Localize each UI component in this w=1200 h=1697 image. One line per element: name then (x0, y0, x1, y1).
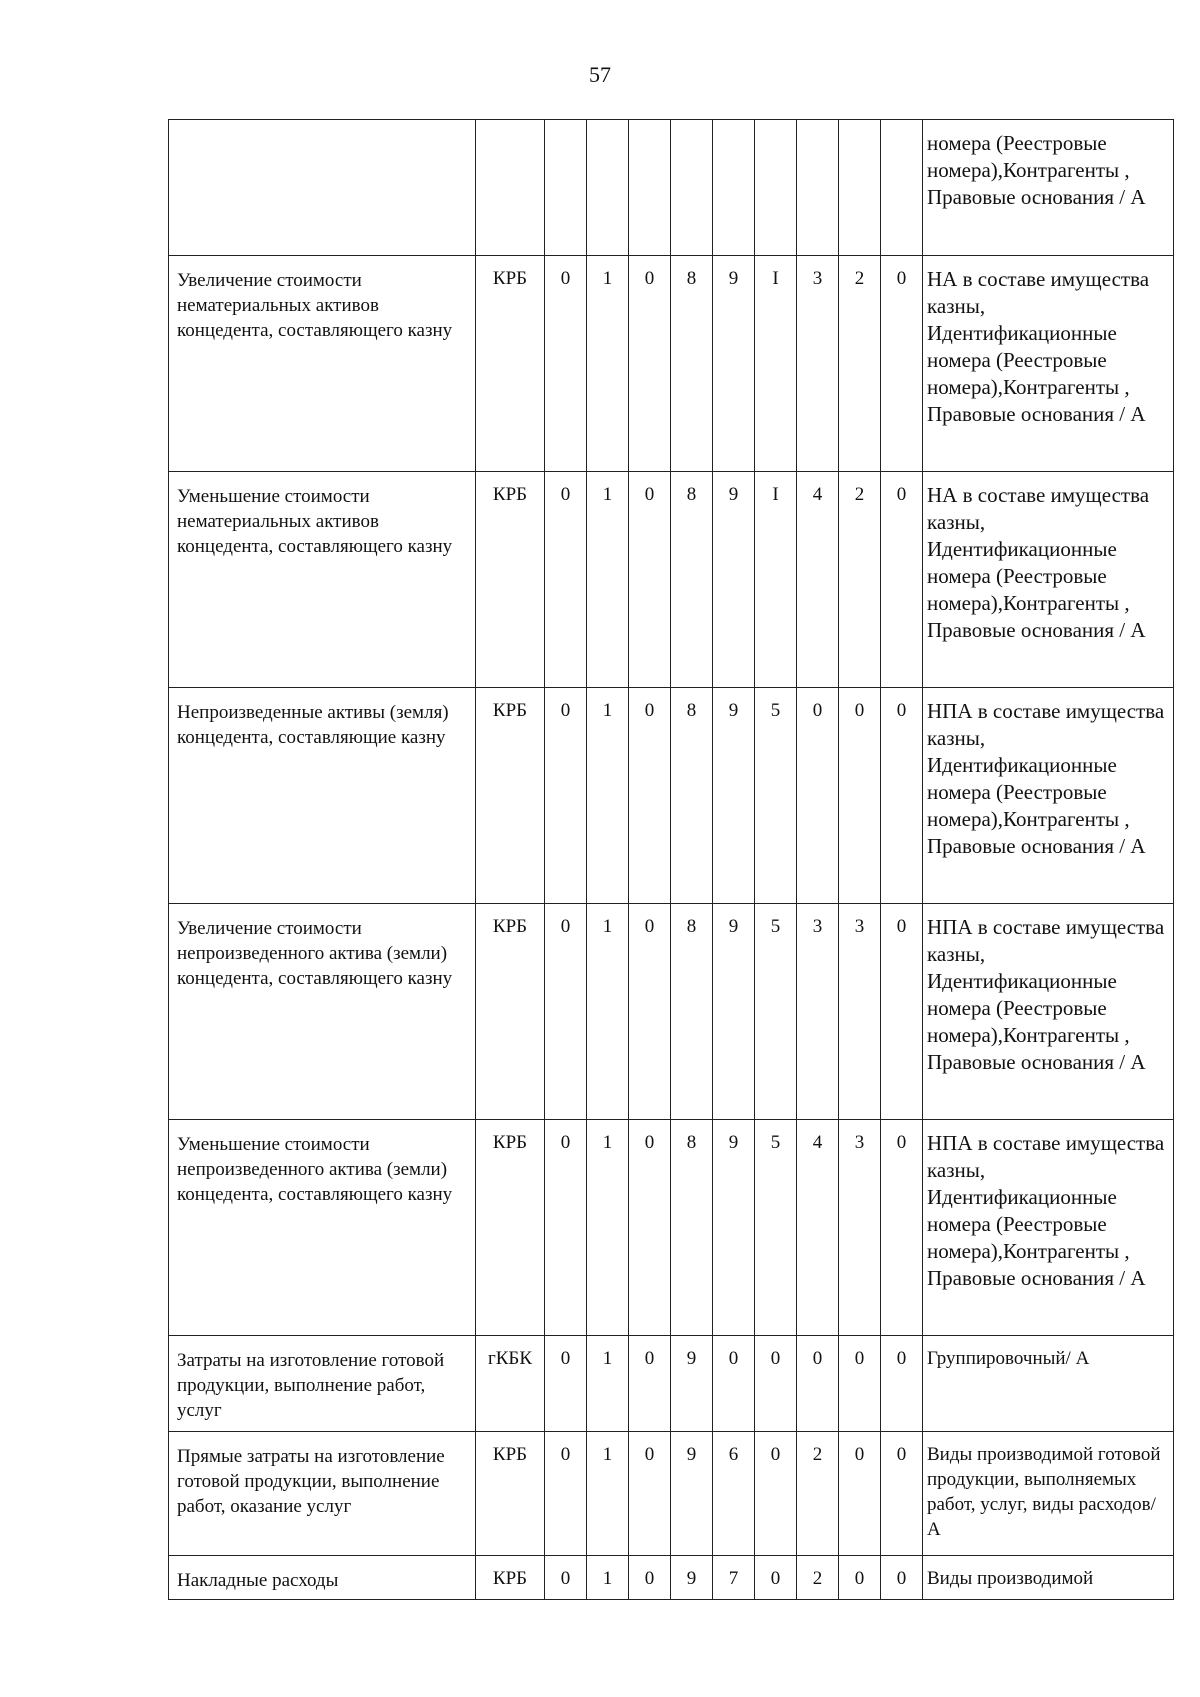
account-digit-cell: 0 (797, 688, 839, 904)
account-digit-cell: 9 (713, 1120, 755, 1336)
table-row (169, 120, 1174, 256)
account-digit-cell: 0 (755, 1336, 797, 1432)
account-digit-cell: 0 (545, 1120, 587, 1336)
analytics-note-cell: номера (Реестровые номера),Контрагенты , Правовые основания / А (923, 120, 1174, 256)
account-digit-cell: 0 (881, 688, 923, 904)
account-digit-cell: 0 (839, 1336, 881, 1432)
account-digit-cell: 0 (881, 1556, 923, 1600)
account-digit-cell: 0 (839, 1432, 881, 1556)
account-digit-cell: 2 (797, 1432, 839, 1556)
account-digit-cell: 8 (671, 256, 713, 472)
account-digit-cell: 5 (755, 688, 797, 904)
account-digit-cell: 0 (881, 1336, 923, 1432)
account-digit-cell: 3 (839, 904, 881, 1120)
account-digit-cell: 1 (587, 1336, 629, 1432)
code-type-cell: КРБ (476, 904, 545, 1120)
account-digit-cell: 1 (587, 472, 629, 688)
account-digit-cell: 8 (671, 1120, 713, 1336)
account-name-cell: Прямые затраты на изготовление готовой продукции, выполнение работ, оказание услуг (169, 1432, 476, 1556)
analytics-note-cell: НА в составе имущества казны, Идентификационные номера (Реестровые номера),Контрагенты , Правовые основания / А (923, 256, 1174, 472)
account-digit-cell: 1 (587, 904, 629, 1120)
account-digit-cell (713, 120, 755, 256)
account-digit-cell (839, 120, 881, 256)
account-digit-cell (671, 120, 713, 256)
account-digit-cell: 0 (881, 256, 923, 472)
account-digit-cell: 2 (839, 472, 881, 688)
account-digit-cell (755, 120, 797, 256)
account-digit-cell: 0 (629, 256, 671, 472)
code-type-cell: гКБК (476, 1336, 545, 1432)
account-name-cell: Уменьшение стоимости непроизведенного актива (земли) концедента, составляющего казну (169, 1120, 476, 1336)
account-name-cell: Затраты на изготовление готовой продукции, выполнение работ, услуг (169, 1336, 476, 1432)
account-digit-cell: 9 (713, 472, 755, 688)
account-digit-cell: 0 (629, 1556, 671, 1600)
account-digit-cell: 0 (545, 1336, 587, 1432)
account-digit-cell: 0 (839, 1556, 881, 1600)
code-type-cell (476, 120, 545, 256)
account-digit-cell: 1 (587, 256, 629, 472)
account-digit-cell: 0 (629, 904, 671, 1120)
account-digit-cell: 9 (713, 688, 755, 904)
account-digit-cell: 4 (797, 1120, 839, 1336)
table-row (169, 1336, 1174, 1432)
code-type-cell: КРБ (476, 1432, 545, 1556)
account-digit-cell: 0 (629, 472, 671, 688)
account-digit-cell: 3 (797, 904, 839, 1120)
analytics-note-cell: НПА в составе имущества казны, Идентификационные номера (Реестровые номера),Контрагенты , Правовые основания / А (923, 904, 1174, 1120)
account-digit-cell: 3 (797, 256, 839, 472)
account-digit-cell: 0 (545, 904, 587, 1120)
code-type-cell: КРБ (476, 1120, 545, 1336)
account-digit-cell: 0 (545, 1556, 587, 1600)
code-type-cell: КРБ (476, 688, 545, 904)
account-digit-cell: 9 (671, 1336, 713, 1432)
table-row (169, 472, 1174, 688)
account-digit-cell: 3 (839, 1120, 881, 1336)
account-digit-cell: 1 (587, 1120, 629, 1336)
account-name-cell: Непроизведенные активы (земля) концедента, составляющие казну (169, 688, 476, 904)
account-digit-cell: I (755, 256, 797, 472)
account-digit-cell: 0 (629, 1336, 671, 1432)
page-number: 57 (589, 62, 611, 87)
account-digit-cell: 0 (713, 1336, 755, 1432)
table-row (169, 688, 1174, 904)
account-digit-cell: 0 (545, 688, 587, 904)
account-digit-cell: 2 (797, 1556, 839, 1600)
account-digit-cell: 1 (587, 1432, 629, 1556)
analytics-note-cell: НА в составе имущества казны, Идентификационные номера (Реестровые номера),Контрагенты , Правовые основания / А (923, 472, 1174, 688)
account-digit-cell: 8 (671, 688, 713, 904)
table-row (169, 256, 1174, 472)
account-digit-cell: 0 (755, 1432, 797, 1556)
account-digit-cell: 0 (545, 472, 587, 688)
account-digit-cell: 7 (713, 1556, 755, 1600)
account-digit-cell: 0 (629, 1120, 671, 1336)
account-name-cell: Увеличение стоимости нематериальных активов концедента, составляющего казну (169, 256, 476, 472)
table-row (169, 1556, 1174, 1600)
account-digit-cell: 0 (545, 256, 587, 472)
account-digit-cell: 5 (755, 1120, 797, 1336)
analytics-note-cell: НПА в составе имущества казны, Идентификационные номера (Реестровые номера),Контрагенты , Правовые основания / А (923, 1120, 1174, 1336)
account-digit-cell: 0 (881, 1432, 923, 1556)
account-name-cell: Накладные расходы (169, 1556, 476, 1600)
account-digit-cell: I (755, 472, 797, 688)
account-digit-cell: 0 (881, 1120, 923, 1336)
account-digit-cell: 8 (671, 904, 713, 1120)
account-name-cell: Уменьшение стоимости нематериальных активов концедента, составляющего казну (169, 472, 476, 688)
account-digit-cell: 8 (671, 472, 713, 688)
account-digit-cell: 0 (629, 1432, 671, 1556)
table-row (169, 1432, 1174, 1556)
account-name-cell (169, 120, 476, 256)
account-digit-cell: 4 (797, 472, 839, 688)
account-digit-cell: 9 (671, 1432, 713, 1556)
account-digit-cell: 9 (713, 904, 755, 1120)
table-row (169, 904, 1174, 1120)
account-digit-cell: 5 (755, 904, 797, 1120)
account-digit-cell (587, 120, 629, 256)
account-digit-cell (797, 120, 839, 256)
account-digit-cell: 0 (755, 1556, 797, 1600)
account-digit-cell: 9 (713, 256, 755, 472)
analytics-note-cell: НПА в составе имущества казны, Идентификационные номера (Реестровые номера),Контрагенты , Правовые основания / А (923, 688, 1174, 904)
account-digit-cell: 1 (587, 688, 629, 904)
account-name-cell: Увеличение стоимости непроизведенного актива (земли) концедента, составляющего казну (169, 904, 476, 1120)
account-digit-cell: 2 (839, 256, 881, 472)
account-digit-cell: 0 (881, 472, 923, 688)
accounts-table (168, 119, 1174, 1600)
code-type-cell: КРБ (476, 1556, 545, 1600)
account-digit-cell: 6 (713, 1432, 755, 1556)
analytics-note-cell: Виды производимой (923, 1556, 1174, 1600)
account-digit-cell: 9 (671, 1556, 713, 1600)
code-type-cell: КРБ (476, 472, 545, 688)
account-digit-cell: 0 (797, 1336, 839, 1432)
account-digit-cell: 0 (839, 688, 881, 904)
account-digit-cell: 0 (629, 688, 671, 904)
analytics-note-cell: Виды производимой готовой продукции, выполняемых работ, услуг, виды расходов/ А (923, 1432, 1174, 1556)
account-digit-cell: 0 (545, 1432, 587, 1556)
account-digit-cell: 1 (587, 1556, 629, 1600)
table-row (169, 1120, 1174, 1336)
account-digit-cell (629, 120, 671, 256)
account-digit-cell (545, 120, 587, 256)
account-digit-cell: 0 (881, 904, 923, 1120)
account-digit-cell (881, 120, 923, 256)
analytics-note-cell: Группировочный/ А (923, 1336, 1174, 1432)
code-type-cell: КРБ (476, 256, 545, 472)
